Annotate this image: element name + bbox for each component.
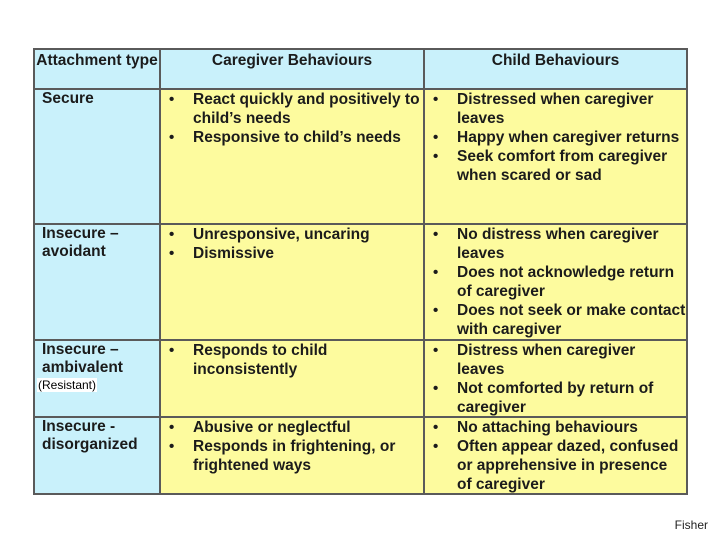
- type-label: Insecure - disorganized: [42, 418, 138, 453]
- list-item: • Often appear dazed, confused or apprehensive in presence of caregiver: [425, 437, 686, 493]
- list-item: • Distressed when caregiver leaves: [425, 90, 686, 128]
- footer-author: Fisher: [674, 518, 708, 532]
- list-item: • Responds in frightening, or frightened ways: [161, 437, 423, 475]
- type-label: Insecure – ambivalent: [42, 341, 123, 376]
- child-cell-disorganized: [425, 418, 686, 493]
- list-item: • Responsive to child’s needs: [161, 128, 423, 147]
- type-cell-ambivalent: [35, 341, 161, 418]
- caregiver-cell-disorganized: [161, 418, 425, 493]
- list-item: • Unresponsive, uncaring: [161, 225, 423, 244]
- list-item: • Responds to child inconsistently: [161, 341, 423, 379]
- list-item: • Abusive or neglectful: [161, 418, 423, 437]
- type-cell-secure: [35, 90, 161, 225]
- caregiver-cell-ambivalent: [161, 341, 425, 418]
- type-cell-avoidant: [35, 225, 161, 341]
- header-attachment-type: Attachment type: [35, 50, 161, 90]
- list-item: • Does not seek or make contact with caregiver: [425, 301, 686, 339]
- list-item: • No distress when caregiver leaves: [425, 225, 686, 263]
- attachment-table: [33, 48, 688, 495]
- caregiver-cell-secure: [161, 90, 425, 225]
- child-cell-avoidant: [425, 225, 686, 341]
- child-cell-ambivalent: [425, 341, 686, 418]
- list-item: • Dismissive: [161, 244, 423, 263]
- header-child-behaviours: Child Behaviours: [425, 50, 686, 90]
- type-note-resistant: (Resistant): [38, 378, 97, 392]
- type-cell-disorganized: [35, 418, 161, 493]
- list-item: • React quickly and positively to child’s needs: [161, 90, 423, 128]
- list-item: • Distress when caregiver leaves: [425, 341, 686, 379]
- list-item: • Does not acknowledge return of caregiver: [425, 263, 686, 301]
- header-caregiver-behaviours: Caregiver Behaviours: [161, 50, 425, 90]
- caregiver-cell-avoidant: [161, 225, 425, 341]
- list-item: • No attaching behaviours: [425, 418, 686, 437]
- list-item: • Seek comfort from caregiver when scared or sad: [425, 147, 686, 185]
- list-item: • Happy when caregiver returns: [425, 128, 686, 147]
- type-label: Insecure – avoidant: [42, 225, 119, 260]
- list-item: • Not comforted by return of caregiver: [425, 379, 686, 417]
- child-cell-secure: [425, 90, 686, 225]
- type-label: Secure: [42, 90, 94, 107]
